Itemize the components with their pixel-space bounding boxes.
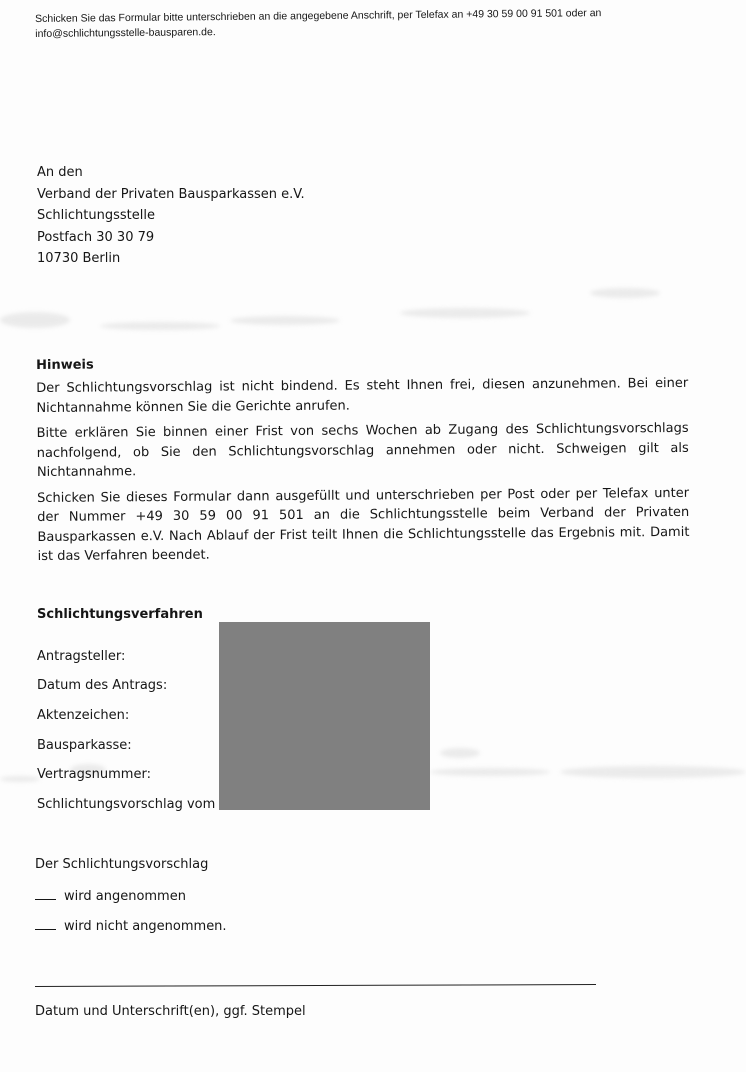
signature-label: Datum und Unterschrift(en), ggf. Stempel (35, 1004, 306, 1019)
file-number-label: Aktenzeichen: (37, 708, 130, 723)
hint-section (36, 351, 690, 573)
address-line: Verband der Privaten Bausparkassen e.V. (37, 186, 305, 202)
option-reject[interactable] (35, 917, 227, 934)
address-line: Schlichtungsstelle (37, 208, 155, 223)
hint-paragraph: Schicken Sie dieses Formular dann ausgefüllt und unterschrieben per Post oder per Telefax unter der Nummer +49 30 59 00 91 501 an die Schlichtungsstelle beim Verband der Privaten Bausparkassen e.V. Nach Ablauf der Frist teilt Ihnen die Schlichtungsstelle das Ergebnis mit. Damit ist das Verfahren beendet. (37, 485, 690, 564)
recipient-address (37, 162, 305, 270)
scan-artifact (0, 776, 40, 782)
scan-artifact (560, 766, 746, 778)
address-line: Postfach 30 30 79 (37, 229, 155, 245)
scan-artifact (430, 768, 550, 776)
scan-artifact (100, 322, 220, 330)
redaction-box (219, 622, 430, 810)
hint-paragraph: Der Schlichtungsvorschlag ist nicht bindend. Es steht Ihnen frei, diesen anzunehmen. Bei einer Nichtannahme können Sie die Gerichte anrufen. (36, 375, 689, 416)
decision-label: Der Schlichtungsvorschlag (35, 857, 209, 872)
contract-number-label: Vertragsnummer: (37, 767, 151, 782)
scan-artifact (230, 316, 340, 325)
option-accept-label: wird angenommen (64, 889, 186, 904)
signature-line[interactable] (35, 984, 596, 987)
hint-paragraph: Bitte erklären Sie binnen einer Frist von sechs Wochen ab Zugang des Schlichtungsvorschlags nachfolgend, ob Sie den Schlichtungsvorschlag annehmen oder nicht. Schweigen gilt als Nichtannahme. (36, 420, 689, 480)
scan-artifact (400, 308, 530, 318)
procedure-title: Schlichtungsverfahren (37, 607, 203, 622)
hint-heading: Hinweis (36, 357, 94, 373)
checkbox-blank[interactable] (35, 917, 56, 930)
scan-artifact (440, 748, 480, 758)
address-line: 10730 Berlin (37, 251, 121, 266)
scan-artifact (0, 312, 70, 328)
application-date-label: Datum des Antrags: (37, 678, 168, 693)
scan-artifact (590, 288, 660, 298)
submission-instruction: Schicken Sie das Formular bitte unterschrieben an die angegebene Anschrift, per Telefax an +49 30 59 00 91 501 oder an info@schlichtungsstelle-bausparen.de. (35, 7, 602, 40)
bank-label: Bausparkasse: (37, 738, 132, 753)
proposal-date-label: Schlichtungsvorschlag vom (37, 797, 216, 812)
option-accept[interactable] (35, 887, 186, 904)
checkbox-blank[interactable] (35, 887, 56, 900)
option-reject-label: wird nicht angenommen. (64, 919, 227, 934)
applicant-label: Antragsteller: (37, 649, 126, 664)
address-line: An den (37, 165, 83, 180)
